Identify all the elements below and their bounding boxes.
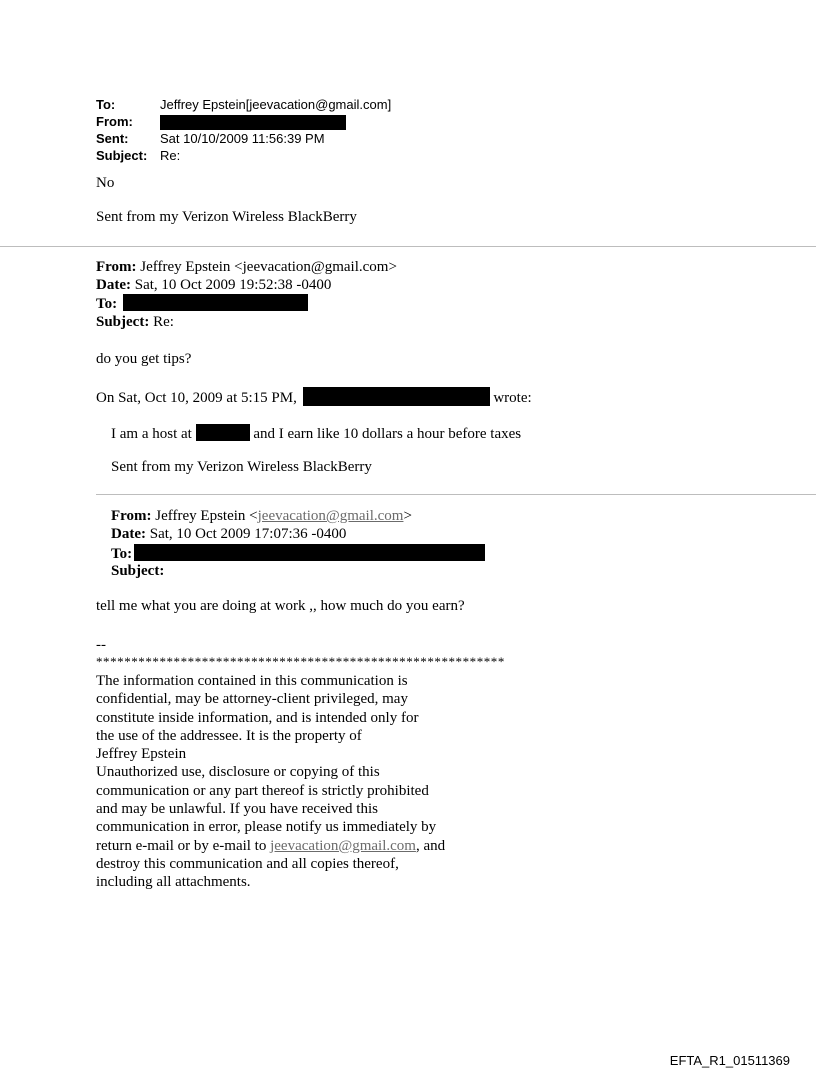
header-3-date-value: Sat, 10 Oct 2009 17:07:36 -0400 — [149, 526, 347, 542]
disclaimer-email-link[interactable]: jeevacation@gmail.com — [270, 837, 416, 854]
header-2-date — [96, 276, 331, 294]
disclaimer-email-suffix: , and — [415, 837, 446, 854]
disclaimer-line: the use of the addressee. It is the property of — [96, 727, 362, 744]
message-3-body: tell me what you are doing at work ,, how much do you earn? — [96, 598, 465, 614]
divider — [96, 494, 816, 495]
disclaimer-line: Unauthorized use, disclosure or copying of this — [96, 764, 380, 781]
header-from-value — [160, 113, 346, 130]
disclaimer-email-prefix: return e-mail or by e-mail to — [96, 837, 271, 854]
header-2-from-label: From: — [96, 259, 137, 275]
quoted-suffix: and I earn like 10 dollars a hour before taxes — [253, 426, 522, 442]
header-2-subject-value: Re: — [153, 314, 174, 330]
redaction-block — [303, 387, 490, 406]
header-2-to — [96, 294, 308, 313]
redaction-block — [123, 294, 308, 311]
message-2-body: do you get tips? — [96, 351, 192, 367]
header-sent-value: Sat 10/10/2009 11:56:39 PM — [160, 131, 325, 146]
document-id: EFTA_R1_01511369 — [669, 1053, 790, 1068]
signature-dashes: -- — [96, 637, 106, 653]
disclaimer-line: constitute inside information, and is intended only for — [96, 709, 419, 726]
header-3-from-close: > — [403, 508, 412, 524]
disclaimer-line: destroy this communication and all copies thereof, — [96, 855, 399, 872]
header-3-subject-label: Subject: — [111, 563, 165, 579]
disclaimer-line: including all attachments. — [96, 874, 251, 891]
redaction-block — [160, 115, 346, 130]
quote-intro-text: On Sat, Oct 10, 2009 at 5:15 PM, — [96, 390, 297, 406]
header-from-label: From: — [96, 114, 133, 129]
disclaimer-line: communication or any part thereof is strictly prohibited — [96, 782, 429, 799]
disclaimer-line: confidential, may be attorney-client privileged, may — [96, 691, 408, 708]
message-1-signature: Sent from my Verizon Wireless BlackBerry — [96, 209, 357, 225]
header-2-subject — [96, 313, 174, 331]
header-2-from-value: Jeffrey Epstein <jeevacation@gmail.com> — [140, 259, 397, 275]
header-2-subject-label: Subject: — [96, 314, 150, 330]
header-subject-label: Subject: — [96, 148, 148, 163]
divider — [0, 246, 816, 247]
header-2-to-label: To: — [96, 296, 118, 312]
redaction-block — [196, 424, 250, 441]
header-3-from-name: Jeffrey Epstein < — [155, 508, 258, 524]
header-3-subject — [111, 562, 164, 580]
signature-stars: ********************************************************** — [96, 654, 505, 669]
disclaimer-line: communication in error, please notify us immediately by — [96, 819, 437, 836]
header-3-from — [111, 507, 412, 525]
header-3-date-label: Date: — [111, 526, 146, 542]
redaction-block — [134, 544, 485, 561]
header-sent-label: Sent: — [96, 131, 129, 146]
disclaimer-email-line — [96, 837, 445, 855]
header-3-email-link[interactable]: jeevacation@gmail.com — [257, 508, 404, 524]
header-3-date — [111, 525, 346, 543]
quoted-signature: Sent from my Verizon Wireless BlackBerry — [111, 459, 372, 475]
quoted-prefix: I am a host at — [111, 426, 192, 442]
disclaimer-line: and may be unlawful. If you have received this — [96, 801, 378, 818]
header-2-date-label: Date: — [96, 277, 131, 293]
header-to-label: To: — [96, 97, 116, 112]
header-2-from — [96, 258, 397, 276]
disclaimer — [96, 672, 445, 892]
message-1-body: No — [96, 175, 115, 191]
header-3-from-label: From: — [111, 508, 152, 524]
quoted-line — [111, 424, 521, 443]
header-2-date-value: Sat, 10 Oct 2009 19:52:38 -0400 — [134, 277, 332, 293]
header-subject-value: Re: — [160, 148, 181, 163]
quote-wrote-text: wrote: — [493, 390, 532, 406]
disclaimer-line: The information contained in this communication is — [96, 673, 408, 689]
header-3-to — [111, 544, 485, 563]
header-to-value: Jeffrey Epstein[jeevacation@gmail.com] — [160, 97, 392, 112]
quote-intro — [96, 387, 532, 407]
header-3-to-label: To: — [111, 546, 133, 562]
disclaimer-line: Jeffrey Epstein — [96, 746, 187, 763]
